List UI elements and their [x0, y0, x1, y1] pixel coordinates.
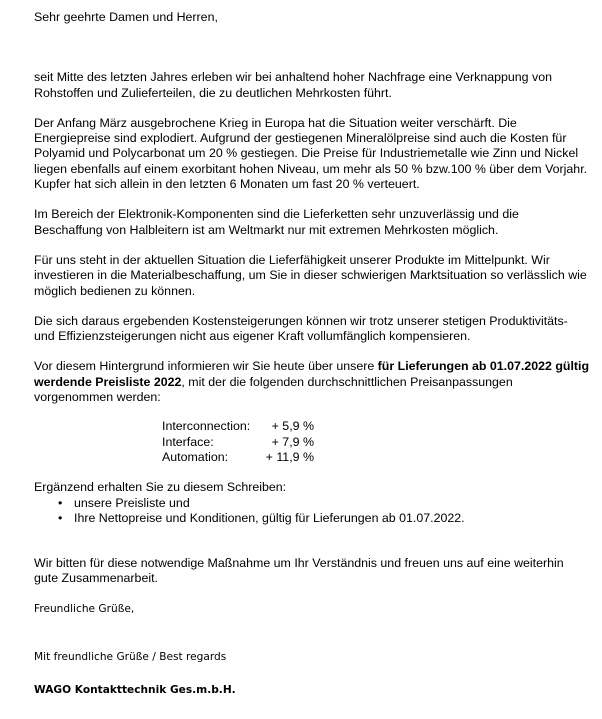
price-list-outro: , mit der die folgenden durchschnittlichen Preisanpassungen vorgenommen werden: [34, 374, 513, 405]
price-adjustment-row [162, 450, 590, 465]
price-adjustment-value: + 5,9 % [271, 419, 314, 434]
closing-request: Wir bitten für diese notwendige Maßnahme um Ihr Verständnis und freuen uns auf eine weiterhin gute Zusammenarbeit. [34, 556, 564, 586]
price-adjustment-value: + 7,9 % [271, 434, 314, 449]
attachments-list [34, 496, 590, 527]
paragraph-shortage: seit Mitte des letzten Jahres erleben wir bei anhaltend hoher Nachfrage eine Verknappung von Rohstoffen und Zulieferteilen, die zu deutlichen Mehrkosten führt. [34, 70, 552, 100]
list-item: • Ihre Nettopreise und Konditionen, gültig für Lieferungen ab 01.07.2022. [34, 511, 590, 526]
price-adjustment-value: + 11,9 % [265, 449, 314, 464]
paragraph-cost-increase: Die sich daraus ergebenden Kostensteigerungen können wir trotz unserer stetigen Produktivitäts- und Effizienzsteigerungen nicht aus eigener Kraft vollumfänglich kompensieren. [34, 313, 568, 344]
price-list-intro: Vor diesem Hintergrund informieren wir Sie heute über unsere [34, 359, 378, 374]
price-adjustment-table [162, 419, 590, 465]
price-adjustment-row [162, 419, 590, 434]
company-name: WAGO Kontakttechnik Ges.m.b.H. [34, 684, 236, 697]
paragraph-price-list [34, 359, 590, 405]
closing-greeting: Freundliche Grüße, [34, 602, 135, 615]
salutation: Sehr geehrte Damen und Herren, [34, 10, 218, 24]
paragraph-electronics: Im Bereich der Elektronik-Komponenten sind die Lieferketten sehr unzuverlässig und die Beschaffung von Halbleitern ist am Weltmarkt nur mit extremen Mehrkosten möglich. [34, 207, 519, 237]
paragraph-delivery: Für uns steht in der aktuellen Situation die Lieferfähigkeit unserer Produkte im Mittelpunkt. Wir investieren in die Materialbeschaffung, um Sie in dieser schwierigen Marktsituation so verlässlich wie möglich bedienen zu können. [34, 252, 587, 298]
price-adjustment-row [162, 435, 590, 450]
list-item: • unsere Preisliste und [34, 496, 590, 511]
regards-line: Mit freundliche Grüße / Best regards [34, 651, 227, 664]
attachments-intro: Ergänzend erhalten Sie zu diesem Schreiben: [34, 480, 287, 495]
price-adjustment-label: Interface: [162, 434, 214, 449]
price-adjustment-label: Automation: [162, 449, 229, 464]
letter-body [34, 10, 590, 699]
price-list-highlight: für Lieferungen ab 01.07.2022 gültig werdende Preisliste 2022 [34, 359, 590, 389]
price-adjustment-label: Interconnection: [162, 419, 251, 434]
paragraph-war-energy: Der Anfang März ausgebrochene Krieg in Europa hat die Situation weiter verschärft. Die Energiepreise sind explodiert. Aufgrund der gestiegenen Mineralölpreise sind auch die Kosten für Polyamid und Polycarbonat um 20 % gestiegen. Die Preise für Industriemetalle wie Zinn und Nickel liegen ebenfalls auf einem exorbitant hohen Niveau, um mehr als 50 % bzw.100 % über dem Vorjahr. Kupfer hat sich allein in den letzten 6 Monaten um fast 20 % verteuert. [34, 115, 588, 192]
